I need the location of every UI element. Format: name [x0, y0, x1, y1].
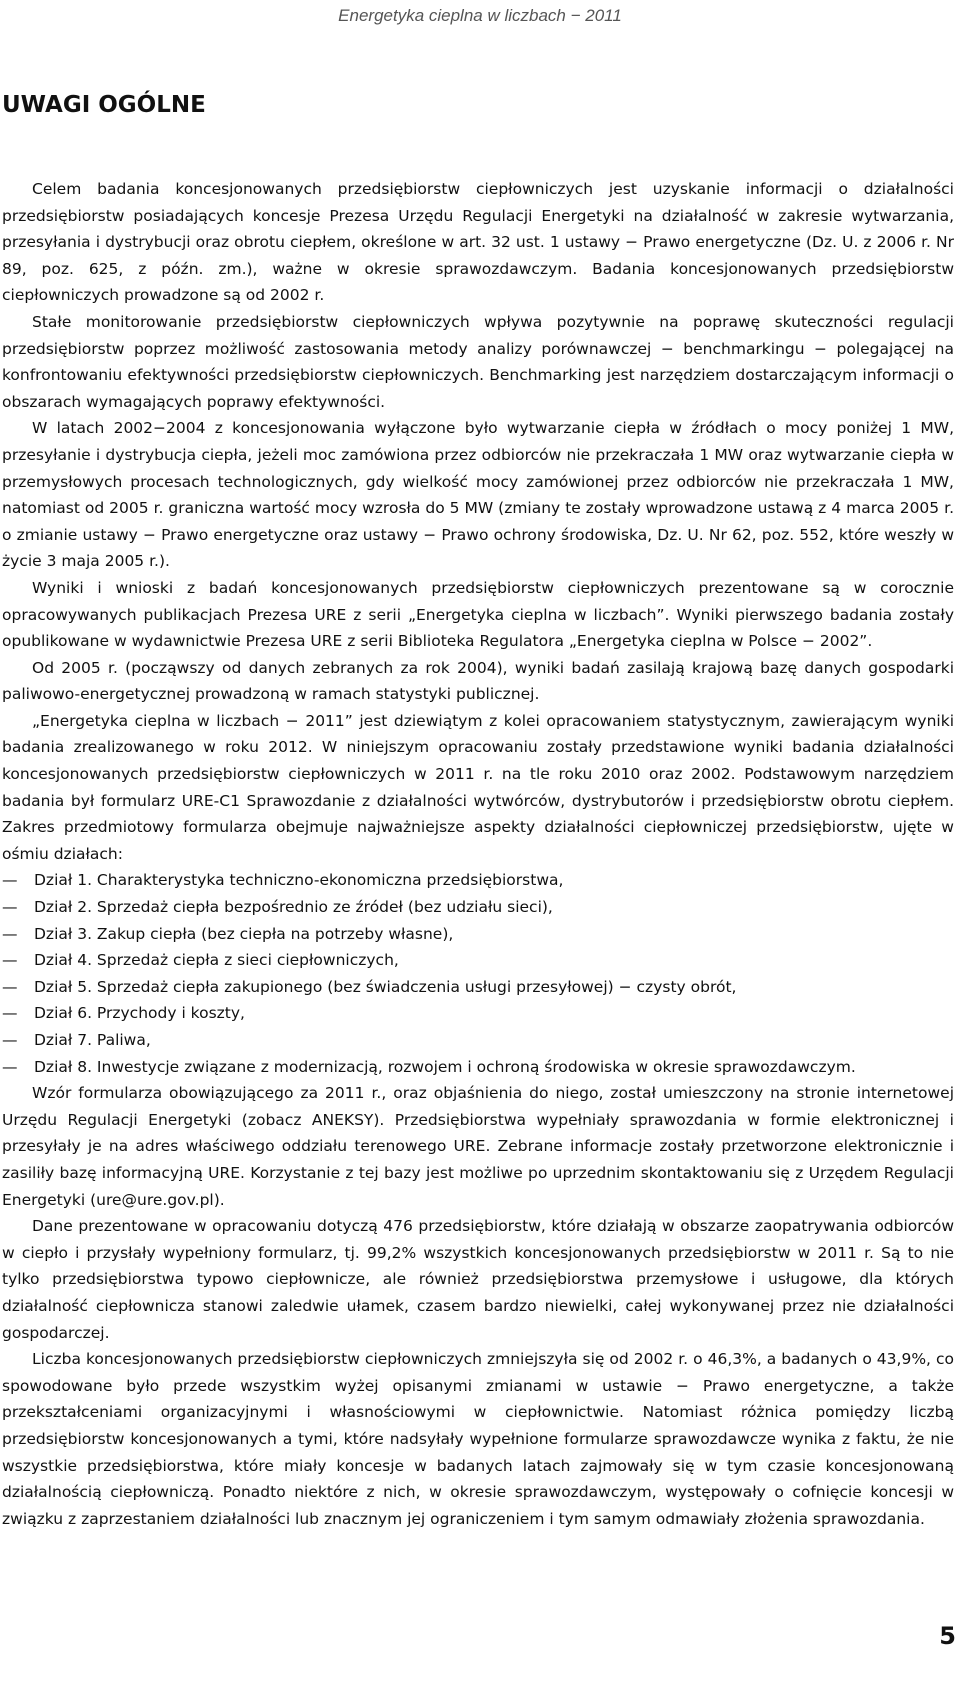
list-item: — Dział 2. Sprzedaż ciepła bezpośrednio ze źródeł (bez udziału sieci), [2, 894, 954, 921]
paragraph-form-template: Wzór formularza obowiązującego za 2011 r., oraz objaśnienia do niego, został umieszczony na stronie internetowej Urzędu Regulacji Energetyki (zobacz ANEKSY). Przedsiębiorstwa wypełniały sprawozdania w formie elektronicznej i przesyłały je na adres właściwego oddziału terenowego URE. Zebrane informacje zostały przetworzone elektronicznie i zasiliły bazę informacyjną URE. Korzystanie z tej bazy jest możliwe po uprzednim skontaktowaniu się z Urzędem Regulacji Energetyki (ure@ure.gov.pl). [2, 1084, 954, 1209]
list-item: — Dział 4. Sprzedaż ciepła z sieci ciepłowniczych, [2, 947, 954, 974]
running-header: Energetyka cieplna w liczbach − 2011 [338, 6, 622, 25]
paragraph-enterprise-count: Liczba koncesjonowanych przedsiębiorstw ciepłowniczych zmniejszyła się od 2002 r. o 46,3%, a badanych o 43,9%, co spowodowane było przede wszystkim wyżej opisanymi zmianami w ustawie − Prawo energetyczne, a także przekształceniami organizacyjnymi i własnościowymi w ciepłownictwie. Natomiast różnica pomiędzy liczbą przedsiębiorstw koncesjonowanych a tymi, które nadsyłały wypełnione formularze sprawozdawcze wynika z faktu, że nie wszystkie przedsiębiorstwa, które miały koncesje w badanych latach zajmowały się w tym czasie koncesjonowaną działalnością ciepłowniczą. Ponadto niektóre z nich, w okresie sprawozdawczym, występowały o cofnięcie koncesji w związku z zaprzestaniem działalności lub znacznym jej ograniczeniem i tym samym odmawiały złożenia sprawozdania. [2, 1350, 954, 1528]
paragraph-publications: Wyniki i wnioski z badań koncesjonowanych przedsiębiorstw ciepłowniczych prezentowane są w corocznie opracowywanych publikacjach Prezesa URE z serii „Energetyka cieplna w liczbach”. Wyniki pierwszego badania zostały opublikowane w wydawnictwie Prezesa URE z serii Biblioteka Regulatora „Energetyka cieplna w Polsce − 2002”. [2, 578, 954, 651]
list-item: — Dział 8. Inwestycje związane z modernizacją, rozwojem i ochroną środowiska w okresie sprawozdawczym. [2, 1054, 954, 1081]
list-item: — Dział 6. Przychody i koszty, [2, 1000, 954, 1027]
paragraph-benchmarking: Stałe monitorowanie przedsiębiorstw ciepłowniczych wpływa pozytywnie na poprawę skuteczności regulacji przedsiębiorstw poprzez możliwość zastosowania metody analizy porównawczej − benchmarkingu − polegającej na konfrontowaniu efektywności przedsiębiorstw ciepłowniczych. Benchmarking jest narzędziem dostarczającym informacji o obszarach wymagających poprawy efektywności. [2, 312, 954, 411]
list-item: — Dział 1. Charakterystyka techniczno-ekonomiczna przedsiębiorstwa, [2, 867, 954, 894]
page-number: 5 [939, 1622, 956, 1650]
paragraph-data-coverage: Dane prezentowane w opracowaniu dotyczą 476 przedsiębiorstw, które działają w obszarze zaopatrywania odbiorców w ciepło i przysłały wypełniony formularz, tj. 99,2% wszystkich koncesjonowanych przedsiębiorstw w 2011 r. Są to nie tylko przedsiębiorstwa typowo ciepłownicze, ale również przedsiębiorstwa przemysłowe i usługowe, dla których działalność ciepłownicza stanowi zaledwie ułamek, czasem bardzo niewielki, całej wykonywanej przez nie działalności gospodarczej. [2, 1217, 954, 1342]
form-sections-list [2, 867, 954, 1080]
paragraph-licensing-thresholds: W latach 2002−2004 z koncesjonowania wyłączone było wytwarzanie ciepła w źródłach o mocy poniżej 1 MW, przesyłanie i dystrybucja ciepła, jeżeli moc zamówiona przez odbiorców nie przekraczała 1 MW oraz wytwarzanie ciepła w przemysłowych procesach technologicznych, gdy wielkość mocy zamówionej przez odbiorców nie przekraczała 1 MW, natomiast od 2005 r. graniczna wartość mocy wzrosła do 5 MW (zmiany te zostały wprowadzone ustawą z 4 marca 2005 r. o zmianie ustawy − Prawo energetyczne oraz ustawy − Prawo ochrony środowiska, Dz. U. Nr 62, poz. 552, które weszły w życie 3 maja 2005 r.). [2, 419, 954, 571]
document-body [2, 176, 954, 1532]
list-item: — Dział 7. Paliwa, [2, 1027, 954, 1054]
paragraph-purpose: Celem badania koncesjonowanych przedsiębiorstw ciepłowniczych jest uzyskanie informacji o działalności przedsiębiorstw posiadających koncesje Prezesa Urzędu Regulacji Energetyki na działalność w zakresie wytwarzania, przesyłania i dystrybucji oraz obrotu ciepłem, określone w art. 32 ust. 1 ustawy − Prawo energetyczne (Dz. U. z 2006 r. Nr 89, poz. 625, z późn. zm.), ważne w okresie sprawozdawczym. Badania koncesjonowanych przedsiębiorstw ciepłowniczych prowadzone są od 2002 r. [2, 180, 954, 305]
paragraph-form-scope: „Energetyka cieplna w liczbach − 2011” jest dziewiątym z kolei opracowaniem statystycznym, zawierającym wyniki badania zrealizowanego w roku 2012. W niniejszym opracowaniu zostały przedstawione wyniki badania działalności koncesjonowanych przedsiębiorstw ciepłowniczych w 2011 r. na tle roku 2010 oraz 2002. Podstawowym narzędziem badania był formularz URE-C1 Sprawozdanie z działalności wytwórców, dystrybutorów i przedsiębiorstw obrotu ciepłem. Zakres przedmiotowy formularza obejmuje najważniejsze aspekty działalności ciepłowniczej przedsiębiorstw, ujęte w ośmiu działach: [2, 711, 954, 863]
paragraph-national-database: Od 2005 r. (począwszy od danych zebranych za rok 2004), wyniki badań zasilają krajową bazę danych gospodarki paliwowo-energetycznej prowadzoną w ramach statystyki publicznej. [2, 658, 954, 704]
section-title: UWAGI OGÓLNE [2, 92, 206, 118]
list-item: — Dział 5. Sprzedaż ciepła zakupionego (bez świadczenia usługi przesyłowej) − czysty obrót, [2, 974, 954, 1001]
list-item: — Dział 3. Zakup ciepła (bez ciepła na potrzeby własne), [2, 921, 954, 948]
